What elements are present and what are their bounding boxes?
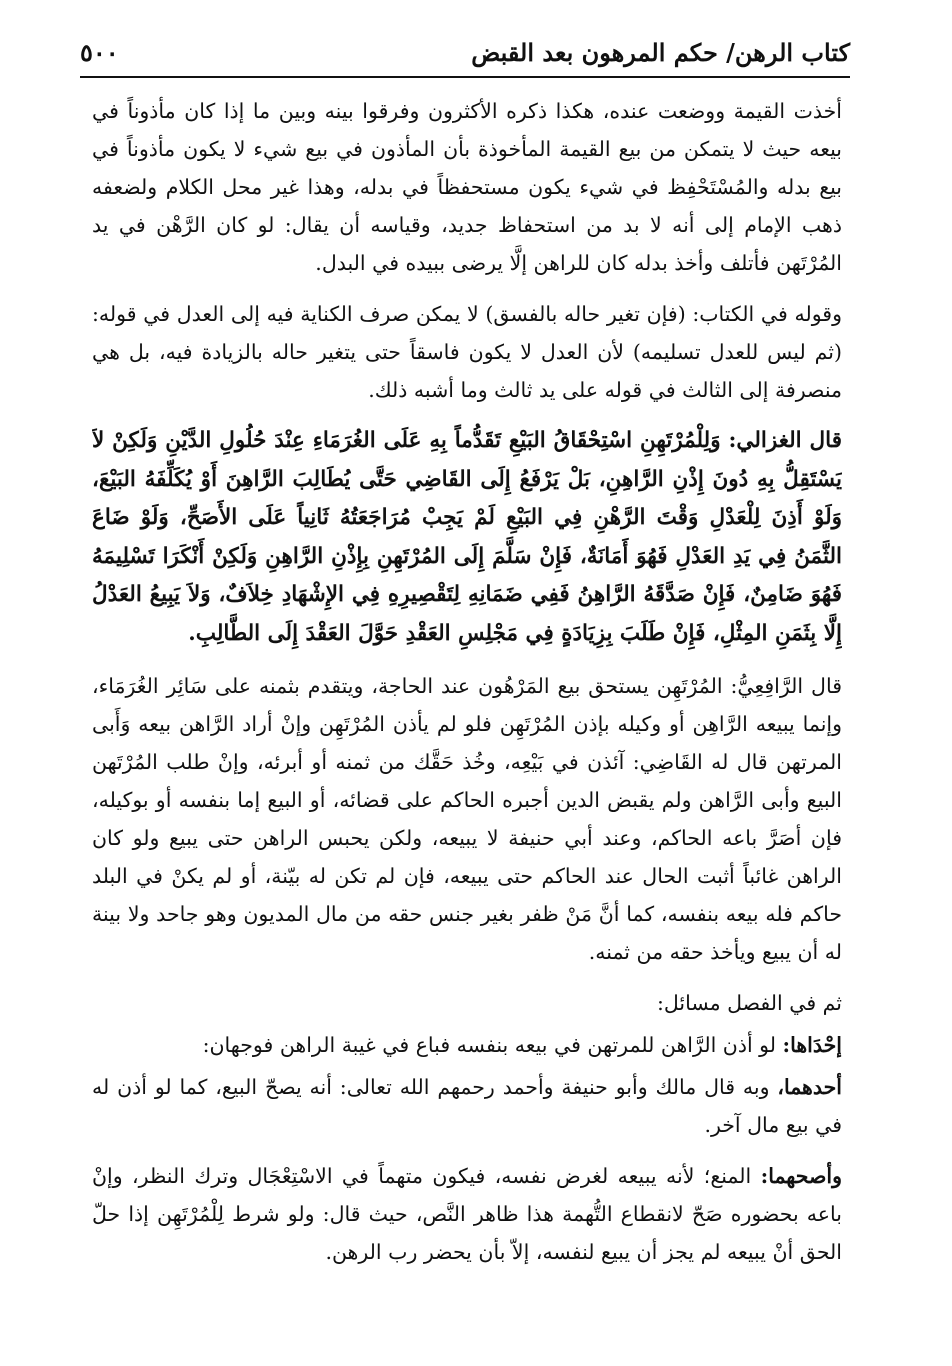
page-number: ٥٠٠ — [80, 37, 119, 67]
paragraph-text: لو أذن الرَّاهن للمرتهن في بيعه بنفسه فباع في غيبة الراهن فوجهان: — [202, 1033, 777, 1057]
paragraph-text: ثم في الفصل مسائل: — [656, 991, 842, 1015]
issue-first — [92, 1026, 842, 1064]
view-lead: أحدهما، — [777, 1075, 842, 1099]
view-most-correct — [92, 1157, 842, 1271]
ghazali-quote — [92, 422, 842, 653]
paragraph-1 — [92, 92, 842, 282]
paragraph-text: وبه قال مالك وأبو حنيفة وأحمد رحمهم الله تعالى: أنه يصحّ البيع، كما لو أذن له في بيع مال آخر. — [92, 1075, 842, 1137]
issue-lead: إحْدَاها: — [782, 1033, 842, 1057]
paragraph-2 — [92, 295, 842, 409]
view-one — [92, 1068, 842, 1144]
paragraph-text: قال الرَّافِعِيُّ: المُرْتَهِن يستحق بيع المَرْهُون عند الحاجة، ويتقدم بثمنه على سَائِر الغُرَمَاء، وإنما يبيعه الرَّاهِن أو وكيله بإذن المُرْتَهِن فلو لم يأذن المُرْتَهِن وإنْ أراد الرَّاهن بيعه وَأَبى المرتهن قال له القَاضِي: آئذن في بَيْعِه، وخُذ حَقَّك من ثمنه أو أبرئه، وإنْ طلب المُرْتَهن البيع وأبى الرَّاهن ولم يقبض الدين أجبره الحاكم على قضائه، أو البيع إما بنفسه أو بوكيله، فإن أصَرَّ باعه الحاكم، وعند أبي حنيفة لا يبيعه، ولكن يحبس الراهن حتى يبيع ولو كان الراهن غائباً أثبت الحال عند الحاكم حتى يبيعه، فإن لم تكن له بيّنة، أو لم يكنْ في البلد حاكم فله بيعه بنفسه، كما أنَّ مَنْ ظفر بغير جنس حقه من مال المديون وهو جاحد ولا بينة له أن يبيع ويأخذ حقه من ثمنه. — [92, 674, 842, 964]
page-header — [80, 32, 850, 72]
paragraph-text: المنع؛ لأنه يبيعه لغرض نفسه، فيكون متهماً في الاسْتِعْجَال وترك النظر، وإنْ باعه بحضوره صَحّ لانقطاع التُّهمة هذا ظاهر النَّص، حيث قال: ولو شرط لِلْمُرْتَهِن إذا حلّ الحق أنْ يبيعه لم يجز أن يبيع لنفسه، إلاّ بأن يحضر رب الرهن. — [92, 1164, 842, 1264]
running-title: كتاب الرهن/ حكم المرهون بعد القبض — [471, 37, 850, 67]
view-lead: وأصحهما: — [760, 1164, 842, 1188]
quote-text: وَلِلْمُرْتَهِنِ اسْتِحْقَاقُ البَيْعِ تَقَدُّماً بِهِ عَلَى الغُرَمَاءِ عِنْدَ حُلُولِ الدَّيْنِ وَلَكِنْ لاَ يَسْتَقِلُّ بِهِ دُونَ إِذْنِ الرَّاهِنِ، بَلْ يَرْفَعُ إِلَى القَاضِي حَتَّى يُطَالِبَ الرَّاهِنَ أَوْ يُكَلِّفَهُ البَيْعَ، وَلَوْ أَذِنَ لِلْعَدْلِ وَقْتَ الرَّهْنِ فِي البَيْعِ لَمْ يَجِبْ مُرَاجَعَتُهُ ثَانِياً عَلَى الأَصَحِّ، وَلَوْ ضَاعَ الثَّمَنُ فِي يَدِ العَدْلِ فَهُوَ أَمَانَةٌ، فَإِنْ سَلَّمَ إِلَى المُرْتَهِنِ بِإِذْنِ الرَّاهِنِ وَلَكِنْ أَنْكَرَا تَسْلِيمَهُ فَهُوَ ضَامِنٌ، فَإِنْ صَدَّقَهُ الرَّاهِنُ فَفِي ضَمَانِهِ لِتَقْصِيرِهِ فِي الإِشْهَادِ خِلاَفٌ، وَلاَ يَبِيعُ العَدْلُ إِلَّا بِثَمَنِ المِثْلِ، فَإِنْ طَلَبَ بِزِيَادَةٍ فِي مَجْلِسِ العَقْدِ حَوَّلَ العَقْدَ إِلَى الطَّالِبِ. — [92, 428, 842, 646]
paragraph-text: وقوله في الكتاب: (فإن تغير حاله بالفسق) لا يمكن صرف الكناية فيه إلى العدل في قوله: (ثم ليس للعدل تسليمه) لأن العدل لا يكون فاسقاً حتى يتغير حاله بالزيادة فيه، بل هي منصرفة إلى الثالث في قوله على يد ثالث وما أشبه ذلك. — [92, 302, 842, 402]
quote-lead: قال الغزالي: — [728, 428, 842, 453]
header-rule — [80, 76, 850, 78]
rafii-commentary — [92, 667, 842, 971]
page-body — [92, 92, 842, 1332]
issues-intro — [92, 984, 842, 1022]
paragraph-text: أخذت القيمة ووضعت عنده، هكذا ذكره الأكثرون وفرقوا بينه وبين ما إذا كان مأذوناً في بيعه حيث لا يتمكن من بيع القيمة المأخوذة بأن المأذون في بيع شيء لا يكون مأذوناً في بيع بدله والمُسْتَحْفِظ في شيء يكون مستحفظاً في بدله، وهذا غير محل الكلام ولضعفه ذهب الإمام إلى أنه لا بد من استحفاظ جديد، وقياسه أن يقال: لو كان الرَّهْن في يد المُرْتَهن فأتلف وأخذ بدله كان للراهن إلَّا يرضى ببيده في البدل. — [92, 99, 842, 275]
